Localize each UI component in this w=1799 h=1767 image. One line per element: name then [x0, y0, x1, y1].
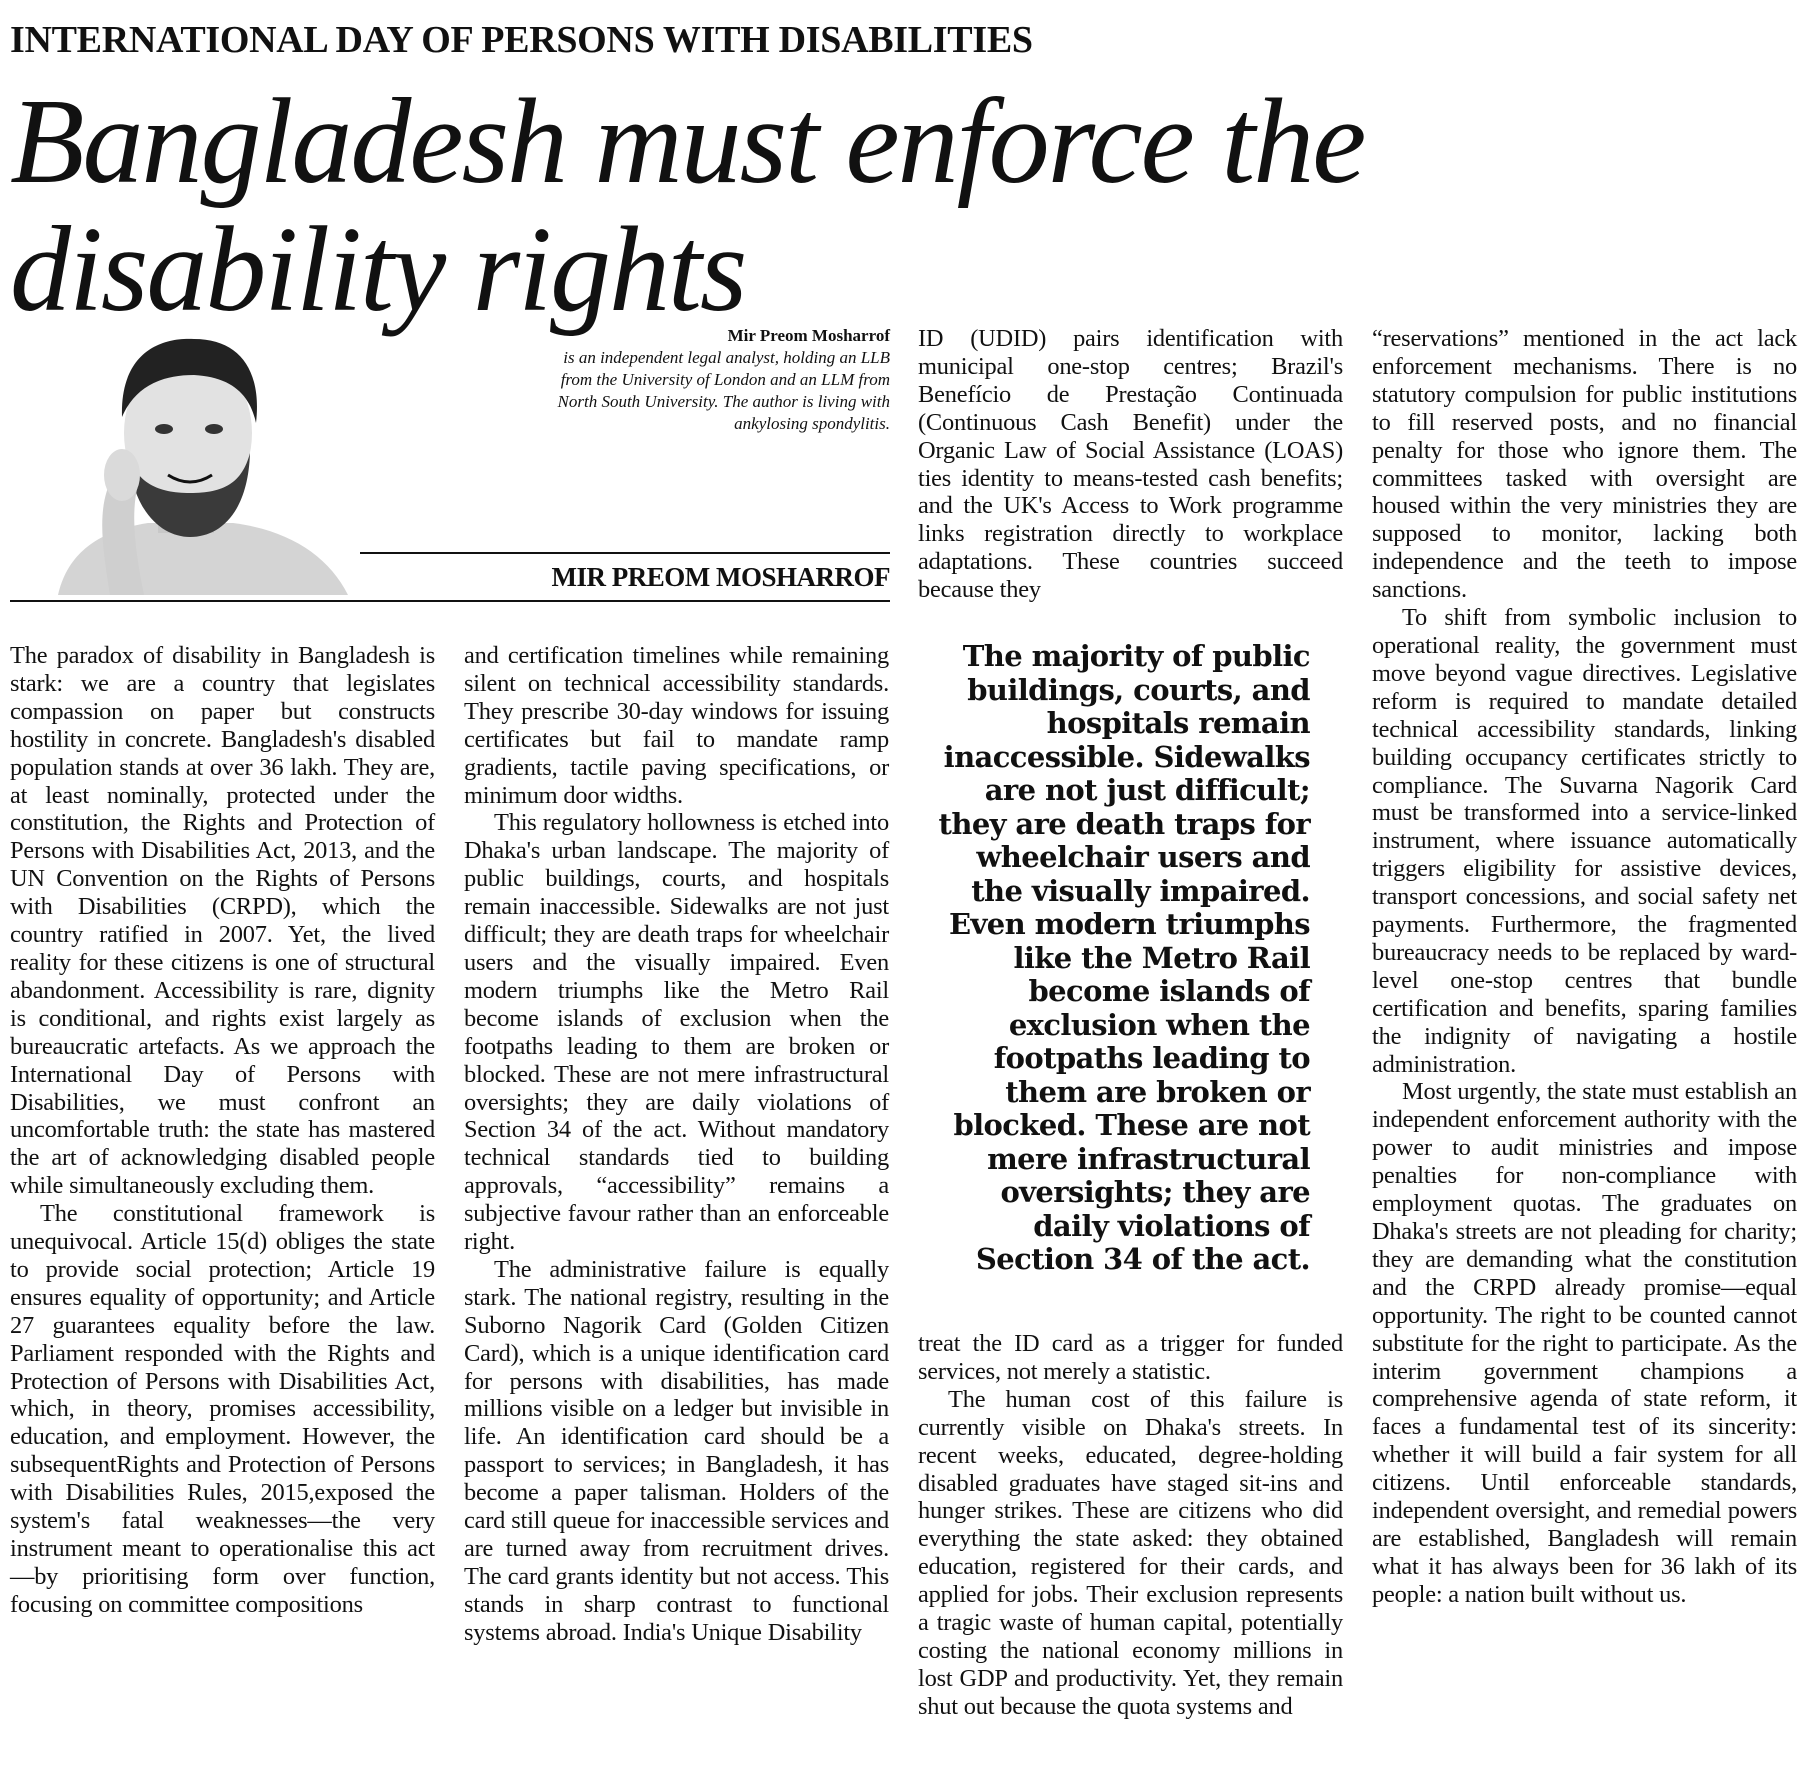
- paragraph: This regulatory hollowness is etched into Dhaka's urban landscape. The majority of public buildings, courts, and hospitals remain inaccessible. Sidewalks are not just difficult; they are death traps for wheelchair users and the visually impaired. Even modern triumphs like the Metro Rail become islands of exclusion when the footpaths leading to them are broken or blocked. These are not mere infrastructural oversights; they are daily violations of Section 34 of the act. Without mandatory technical standards tied to building approvals, “accessibility” remains a subjective favour rather than an enforceable right.: [464, 809, 889, 1256]
- paragraph: ID (UDID) pairs identification with municipal one-stop centres; Brazil's Benefício de Prestação Continuada (Continuous Cash Benefit) under the Organic Law of Social Assistance (LOAS) ties identity to means-tested cash benefits; and the UK's Access to Work programme links registration directly to workplace adaptations. These countries succeed because they: [918, 325, 1343, 604]
- paragraph: The constitutional framework is unequivocal. Article 15(d) obliges the state to provide social protection; Article 19 ensures equality of opportunity; and Article 27 guarantees equality before the law. Parliament responded with the Rights and Protection of Persons with Disabilities Act, which, in theory, promises accessibility, education, and employment. However, the subsequentRights and Protection of Persons with Disabilities Rules, 2015,exposed the system's fatal weaknesses—the very instrument meant to operationalise this act—by prioritising form over function, focusing on committee compositions: [10, 1200, 435, 1618]
- column-3-bottom: [918, 1330, 1343, 1721]
- author-bio-line-2: from the University of London and an LLM from: [560, 370, 890, 389]
- author-bio-line-1: is an independent legal analyst, holding an LLB: [563, 348, 890, 367]
- paragraph: and certification timelines while remaining silent on technical accessibility standards. They prescribe 30-day windows for issuing certificates but fail to mandate ramp gradients, tactile paving specifications, or minimum door widths.: [464, 642, 889, 809]
- section-kicker: INTERNATIONAL DAY OF PERSONS WITH DISABILITIES: [10, 19, 1033, 61]
- paragraph: The paradox of disability in Bangladesh is stark: we are a country that legislates compassion on paper but constructs hostility in concrete. Bangladesh's disabled population stands at over 36 lakh. They are, at least nominally, protected under the constitution, the Rights and Protection of Persons with Disabilities Act, 2013, and the UN Convention on the Rights of Persons with Disabilities (CRPD), which the country ratified in 2007. Yet, the lived reality for these citizens is one of structural abandonment. Accessibility is rare, dignity is conditional, and rights exist largely as bureaucratic artefacts. As we approach the International Day of Persons with Disabilities, we must confront an uncomfortable truth: the state has mastered the art of acknowledging disabled people while simultaneously excluding them.: [10, 642, 435, 1200]
- paragraph: The human cost of this failure is currently visible on Dhaka's streets. In recent weeks, educated, degree-holding disabled graduates have staged sit-ins and hunger strikes. These are citizens who did everything the state asked: they obtained education, registered for their cards, and applied for jobs. Their exclusion represents a tragic waste of human capital, potentially costing the national economy millions in lost GDP and productivity. Yet, they remain shut out because the quota systems and: [918, 1385, 1343, 1720]
- author-bio-line-3: North South University. The author is living with: [557, 392, 890, 411]
- column-2: [464, 642, 889, 1647]
- headline-line-2: disability rights: [10, 202, 746, 337]
- author-photo: [18, 325, 368, 595]
- column-3-top: [918, 325, 1343, 604]
- pull-quote: The majority of public buildings, courts, and hospitals remain inaccessible. Sidewalks are not just difficult; they are death traps for wheelchair users and the visually impaired. Even modern triumphs like the Metro Rail become islands of exclusion when the footpaths leading to them are broken or blocked. These are not mere infrastructural oversights; they are daily violations of Section 34 of the act.: [938, 639, 1310, 1276]
- headline-line-1: Bangladesh must enforce the: [10, 74, 1365, 209]
- paragraph: The administrative failure is equally stark. The national registry, resulting in the Suborno Nagorik Card (Golden Citizen Card), which is a unique identification card for persons with disabilities, has made millions visible on a ledger but invisible in life. An identification card should be a passport to services; in Bangladesh, it has become a paper talisman. Holders of the card still queue for inaccessible services and are turned away from recruitment drives. The card grants identity but not access. This stands in sharp contrast to functional systems abroad. India's Unique Disability: [464, 1255, 889, 1646]
- paragraph: treat the ID card as a trigger for funded services, not merely a statistic.: [918, 1330, 1343, 1385]
- paragraph: To shift from symbolic inclusion to operational reality, the government must move beyond vague directives. Legislative reform is required to mandate detailed technical accessibility standards, linking building occupancy certificates strictly to compliance. The Suvarna Nagorik Card must be transformed into a service-linked instrument, where issuance automatically triggers eligibility for assistive devices, transport concessions, and social safety net payments. Furthermore, the fragmented bureaucracy needs to be replaced by ward-level one-stop centres that bundle certification and benefits, sparing families the indignity of navigating a hostile administration.: [1372, 604, 1797, 1078]
- column-4: [1372, 325, 1797, 1609]
- column-1: [10, 642, 435, 1619]
- author-bio: [420, 325, 890, 435]
- byline-rule-bottom: [10, 600, 890, 602]
- byline: MIR PREOM MOSHARROF: [551, 562, 890, 592]
- author-bio-line-4: ankylosing spondylitis.: [734, 414, 890, 433]
- author-name: Mir Preom Mosharrof: [727, 326, 890, 345]
- paragraph: Most urgently, the state must establish an independent enforcement authority with the power to audit ministries and impose penalties for non-compliance with employment quotas. The graduates on Dhaka's streets are not pleading for charity; they are demanding what the constitution and the CRPD already promise—equal opportunity. The right to be counted cannot substitute for the right to participate. As the interim government champions a comprehensive agenda of state reform, it faces a fundamental test of its sincerity: whether it will build a fair system for all citizens. Until enforceable standards, independent oversight, and remedial powers are established, Bangladesh will remain what it has always been for 36 lakh of its people: a nation built without us.: [1372, 1078, 1797, 1608]
- paragraph: “reservations” mentioned in the act lack enforcement mechanisms. There is no statutory compulsion for public institutions to fill reserved posts, and no financial penalty for those who ignore them. The committees tasked with oversight are housed within the very ministries they are supposed to monitor, lacking both independence and the teeth to impose sanctions.: [1372, 325, 1797, 604]
- byline-rule-top: [360, 552, 890, 554]
